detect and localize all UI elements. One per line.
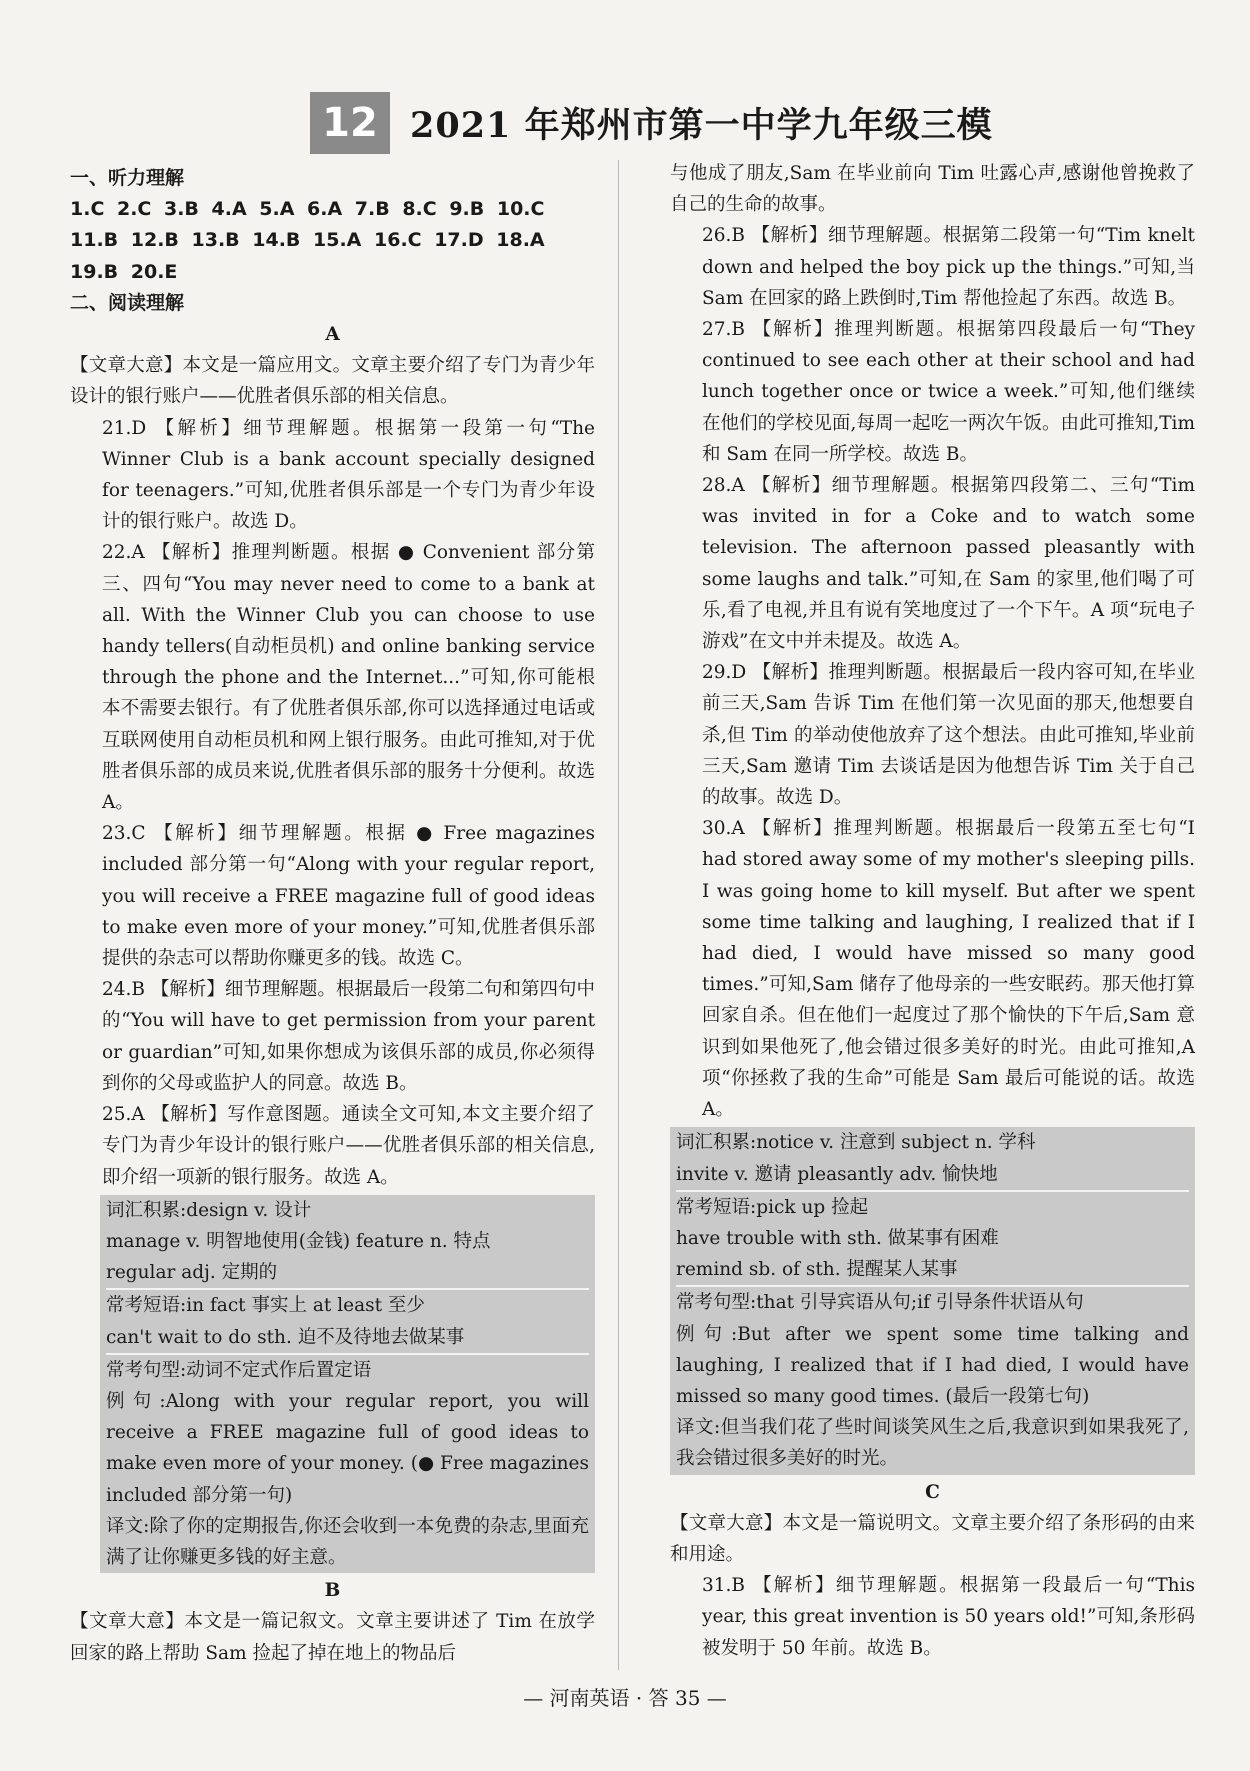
answers-row-1: 1.C 2.C 3.B 4.A 5.A 6.A 7.B 8.C 9.B 10.C	[70, 198, 545, 221]
column-divider	[618, 160, 619, 1670]
right-column	[670, 158, 1195, 1664]
answer-21: 21.D 【解析】细节理解题。根据第一段第一句“The Winner Club is a bank account specially designed for teenagers.”可知,优胜者俱乐部是一个专门为青少年设计的银行账户。故选 D。	[102, 417, 595, 533]
phrase-line: remind sb. of sth. 提醒某人某事	[676, 1259, 958, 1281]
pattern-example: 例句:Along with your regular report, you will receive a FREE magazine full of good ideas to make even more of your money. (● Free magazines included 部分第一句)	[106, 1390, 589, 1506]
phrase-line: 常考短语:pick up 捡起	[676, 1196, 869, 1218]
answers-row-2: 11.B 12.B 13.B 14.B 15.A 16.C 17.D 18.A	[70, 229, 545, 252]
pattern-translation: 译文:除了你的定期报告,你还会收到一本免费的杂志,里面充满了让你赚更多钱的好主意。	[106, 1515, 589, 1568]
phrase-line: 常考短语:in fact 事实上 at least 至少	[106, 1295, 425, 1317]
phrase-line: have trouble with sth. 做某事有困难	[676, 1227, 999, 1249]
vocab-line: 词汇积累:design v. 设计	[106, 1199, 312, 1221]
section-header	[310, 92, 993, 154]
reading-heading: 二、阅读理解	[70, 291, 185, 314]
passage-b-summary-cont: 与他成了朋友,Sam 在毕业前向 Tim 吐露心声,感谢他曾挽救了自己的生命的故事。	[670, 163, 1195, 216]
page-footer: — 河南英语 · 答 35 —	[523, 1686, 727, 1710]
vocab-line: invite v. 邀请 pleasantly adv. 愉快地	[676, 1163, 998, 1185]
vocab-line: manage v. 明智地使用(金钱) feature n. 特点	[106, 1230, 491, 1252]
answer-31: 31.B 【解析】细节理解题。根据第一段最后一句“This year, this great invention is 50 years old!”可知,条形码被发明于 50 年前。故选 B。	[702, 1575, 1195, 1659]
page-title: 2021 年郑州市第一中学九年级三模	[410, 105, 993, 146]
vocab-line: regular adj. 定期的	[106, 1262, 278, 1284]
phrase-line: can't wait to do sth. 迫不及待地去做某事	[106, 1326, 465, 1348]
pattern-line: 常考句型:that 引导宾语从句;if 引导条件状语从句	[676, 1292, 1084, 1314]
answers-row-3: 19.B 20.E	[70, 260, 178, 283]
answer-22: 22.A 【解析】推理判断题。根据 ● Convenient 部分第三、四句“You may never need to come to a bank at all. With the Winner Club you can choose to use handy tellers(自动柜员机) and online banking service through the phone and the Internet...”可知,你可能根本不需要去银行。有了优胜者俱乐部,你可以选择通过电话或互联网使用自动柜员机和网上银行服务。由此可推知,对于优胜者俱乐部的成员来说,优胜者俱乐部的服务十分便利。故选 A。	[102, 542, 595, 814]
pattern-example: 例句:But after we spent some time talking and laughing, I realized that if I had died, I would have missed so many good times. (最后一段第七句)	[676, 1323, 1189, 1407]
passage-b-label: B	[324, 1580, 341, 1602]
vocab-box-a	[100, 1195, 595, 1573]
pattern-translation: 译文:但当我们花了些时间谈笑风生之后,我意识到如果我死了,我会错过很多美好的时光。	[676, 1417, 1189, 1470]
answer-28: 28.A 【解析】细节理解题。根据第四段第二、三句“Tim was invited in for a Coke and to watch some television. The afternoon passed pleasantly with some laughs and talk.”可知,在 Sam 的家里,他们喝了可乐,看了电视,并且有说有笑地度过了一个下午。A 项“玩电子游戏”在文中并未提及。故选 A。	[702, 475, 1195, 653]
left-column	[70, 163, 595, 1669]
answer-24: 24.B 【解析】细节理解题。根据最后一段第二句和第四句中的“You will have to get permission from your parent or guardian”可知,如果你想成为该俱乐部的成员,你必须得到你的父母或监护人的同意。故选 B。	[102, 979, 595, 1094]
answer-23: 23.C 【解析】细节理解题。根据 ● Free magazines included 部分第一句“Along with your regular report, you will receive a FREE magazine full of good ideas to make even more of your money.”可知,优胜者俱乐部提供的杂志可以帮助你赚更多的钱。故选 C。	[102, 823, 595, 970]
listening-heading: 一、听力理解	[70, 167, 185, 189]
passage-c-summary: 【文章大意】本文是一篇说明文。文章主要介绍了条形码的由来和用途。	[670, 1512, 1195, 1565]
passage-a-summary: 【文章大意】本文是一篇应用文。文章主要介绍了专门为青少年设计的银行账户——优胜者俱乐部的相关信息。	[70, 355, 595, 408]
pattern-line: 常考句型:动词不定式作后置定语	[106, 1359, 372, 1381]
answer-30: 30.A 【解析】推理判断题。根据最后一段第五至七句“I had stored away some of my mother's sleeping pills. I was going home to kill myself. But after we spent some time talking and laughing, I realized that if I had died, I would have missed so many good times.”可知,Sam 储存了他母亲的一些安眠药。那天他打算回家自杀。但在他们一起度过了那个愉快的下午后,Sam 意识到如果他死了,他会错过很多美好的时光。由此可推知,A 项“你拯救了我的生命”可能是 Sam 最后可能说的话。故选 A。	[702, 818, 1195, 1121]
answer-27: 27.B 【解析】推理判断题。根据第四段最后一句“They continued to see each other at their school and had lunch together once or twice a week.”可知,他们继续在他们的学校见面,每周一起吃一两次午饭。由此可推知,Tim 和 Sam 在同一所学校。故选 B。	[702, 319, 1195, 465]
section-number: 12	[310, 92, 390, 154]
passage-c-label: C	[925, 1481, 940, 1503]
answer-25: 25.A 【解析】写作意图题。通读全文可知,本文主要介绍了专门为青少年设计的银行账户——优胜者俱乐部的相关信息,即介绍一项新的银行服务。故选 A。	[102, 1104, 595, 1188]
answer-29: 29.D 【解析】推理判断题。根据最后一段内容可知,在毕业前三天,Sam 告诉 Tim 在他们第一次见面的那天,他想要自杀,但 Tim 的举动使他放弃了这个想法。由此可推知,毕业前三天,Sam 邀请 Tim 去谈话是因为他想告诉 Tim 关于自己的故事。故选 D。	[702, 662, 1195, 809]
answer-26: 26.B 【解析】细节理解题。根据第二段第一句“Tim knelt down and helped the boy pick up the things.”可知,当 Sam 在回家的路上跌倒时,Tim 帮他捡起了东西。故选 B。	[702, 225, 1195, 309]
vocab-box-b	[670, 1127, 1195, 1474]
passage-a-label: A	[325, 324, 340, 346]
passage-b-summary: 【文章大意】本文是一篇记叙文。文章主要讲述了 Tim 在放学回家的路上帮助 Sam 捡起了掉在地上的物品后	[70, 1611, 595, 1664]
vocab-line: 词汇积累:notice v. 注意到 subject n. 学科	[676, 1132, 1036, 1154]
